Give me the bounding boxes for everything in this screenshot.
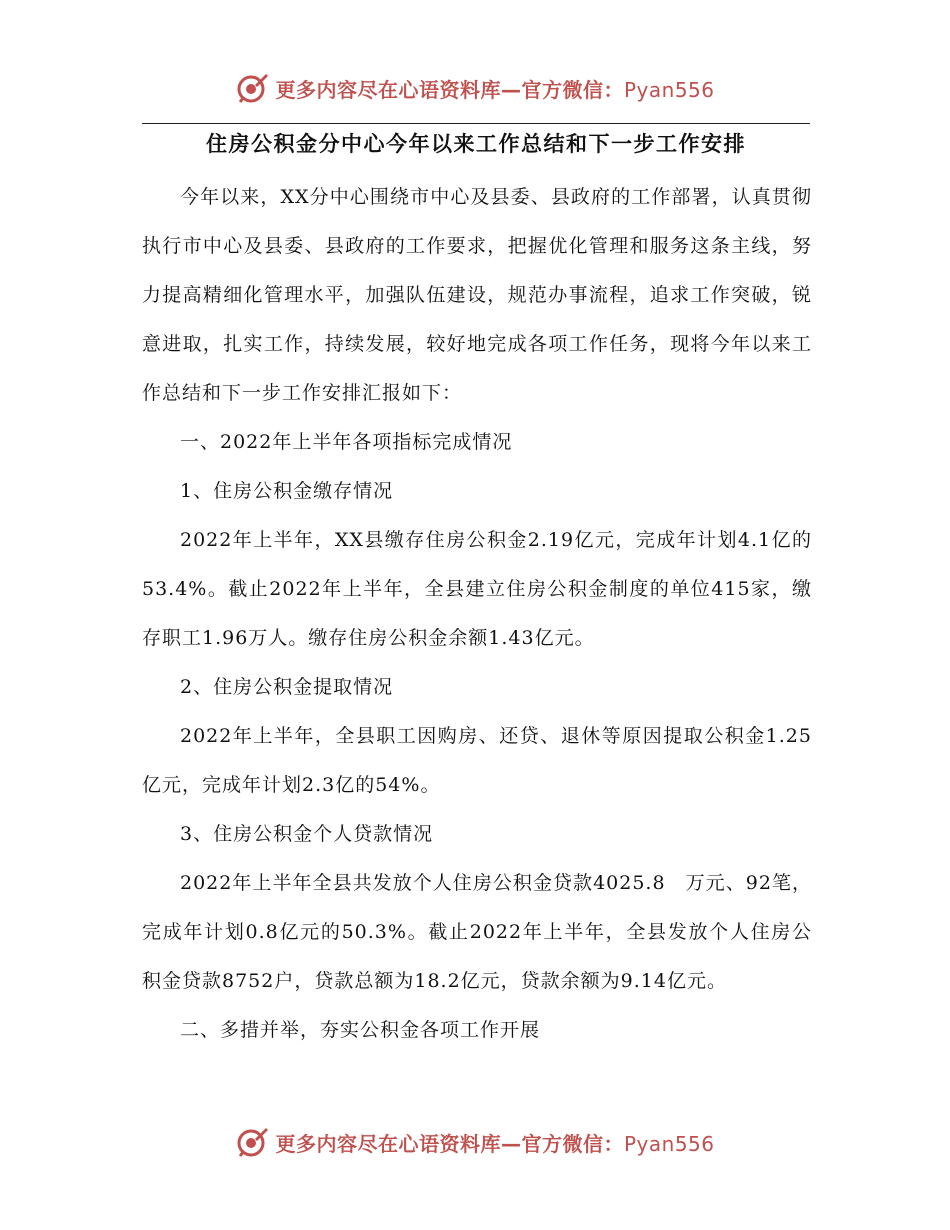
subheading-loans: 3、住房公积金个人贷款情况 <box>180 823 434 845</box>
document-title: 住房公积金分中心今年以来工作总结和下一步工作安排 <box>206 132 746 156</box>
header-banner-text: 更多内容尽在心语资料库—官方微信：Pyan556 <box>275 77 715 102</box>
header-banner <box>0 68 950 108</box>
paragraph-deposit: 2022年上半年，XX县缴存住房公积金2.19亿元，完成年计划4.1亿的53.4%。截止2022年上半年，全县建立住房公积金制度的单位415家，缴存职工1.96万人。缴存住房公积金余额1.43亿元。 <box>142 529 812 649</box>
footer-wechat-id: Pyan556 <box>623 1131 715 1156</box>
footer-banner-text: 更多内容尽在心语资料库—官方微信：Pyan556 <box>275 1131 715 1156</box>
pen-logo-icon <box>235 1125 269 1159</box>
paragraph-intro: 今年以来，XX分中心围绕市中心及县委、县政府的工作部署，认真贯彻执行市中心及县委、县政府的工作要求，把握优化管理和服务这条主线，努力提高精细化管理水平，加强队伍建设，规范办事流程，追求工作突破，锐意进取，扎实工作，持续发展，较好地完成各项工作任务，现将今年以来工作总结和下一步工作安排汇报如下： <box>142 186 812 404</box>
header-wechat-id: Pyan556 <box>623 77 715 102</box>
paragraph-withdrawal: 2022年上半年，全县职工因购房、还贷、退休等原因提取公积金1.25亿元，完成年计划2.3亿的54%。 <box>142 725 812 796</box>
subheading-deposit: 1、住房公积金缴存情况 <box>180 480 394 502</box>
section-heading-2: 二、多措并举，夯实公积金各项工作开展 <box>180 1019 541 1041</box>
section-heading-1: 一、2022年上半年各项指标完成情况 <box>180 431 513 453</box>
header-divider <box>142 123 810 124</box>
paragraph-loans: 2022年上半年全县共发放个人住房公积金贷款4025.8 万元、92笔，完成年计划0.8亿元的50.3%。截止2022年上半年，全县发放个人住房公积金贷款8752户，贷款总额为18.2亿元，贷款余额为9.14亿元。 <box>142 872 812 992</box>
footer-banner <box>0 1122 950 1162</box>
document-body <box>142 173 812 1055</box>
pen-logo-icon <box>235 71 269 105</box>
subheading-withdrawal: 2、住房公积金提取情况 <box>180 676 394 698</box>
